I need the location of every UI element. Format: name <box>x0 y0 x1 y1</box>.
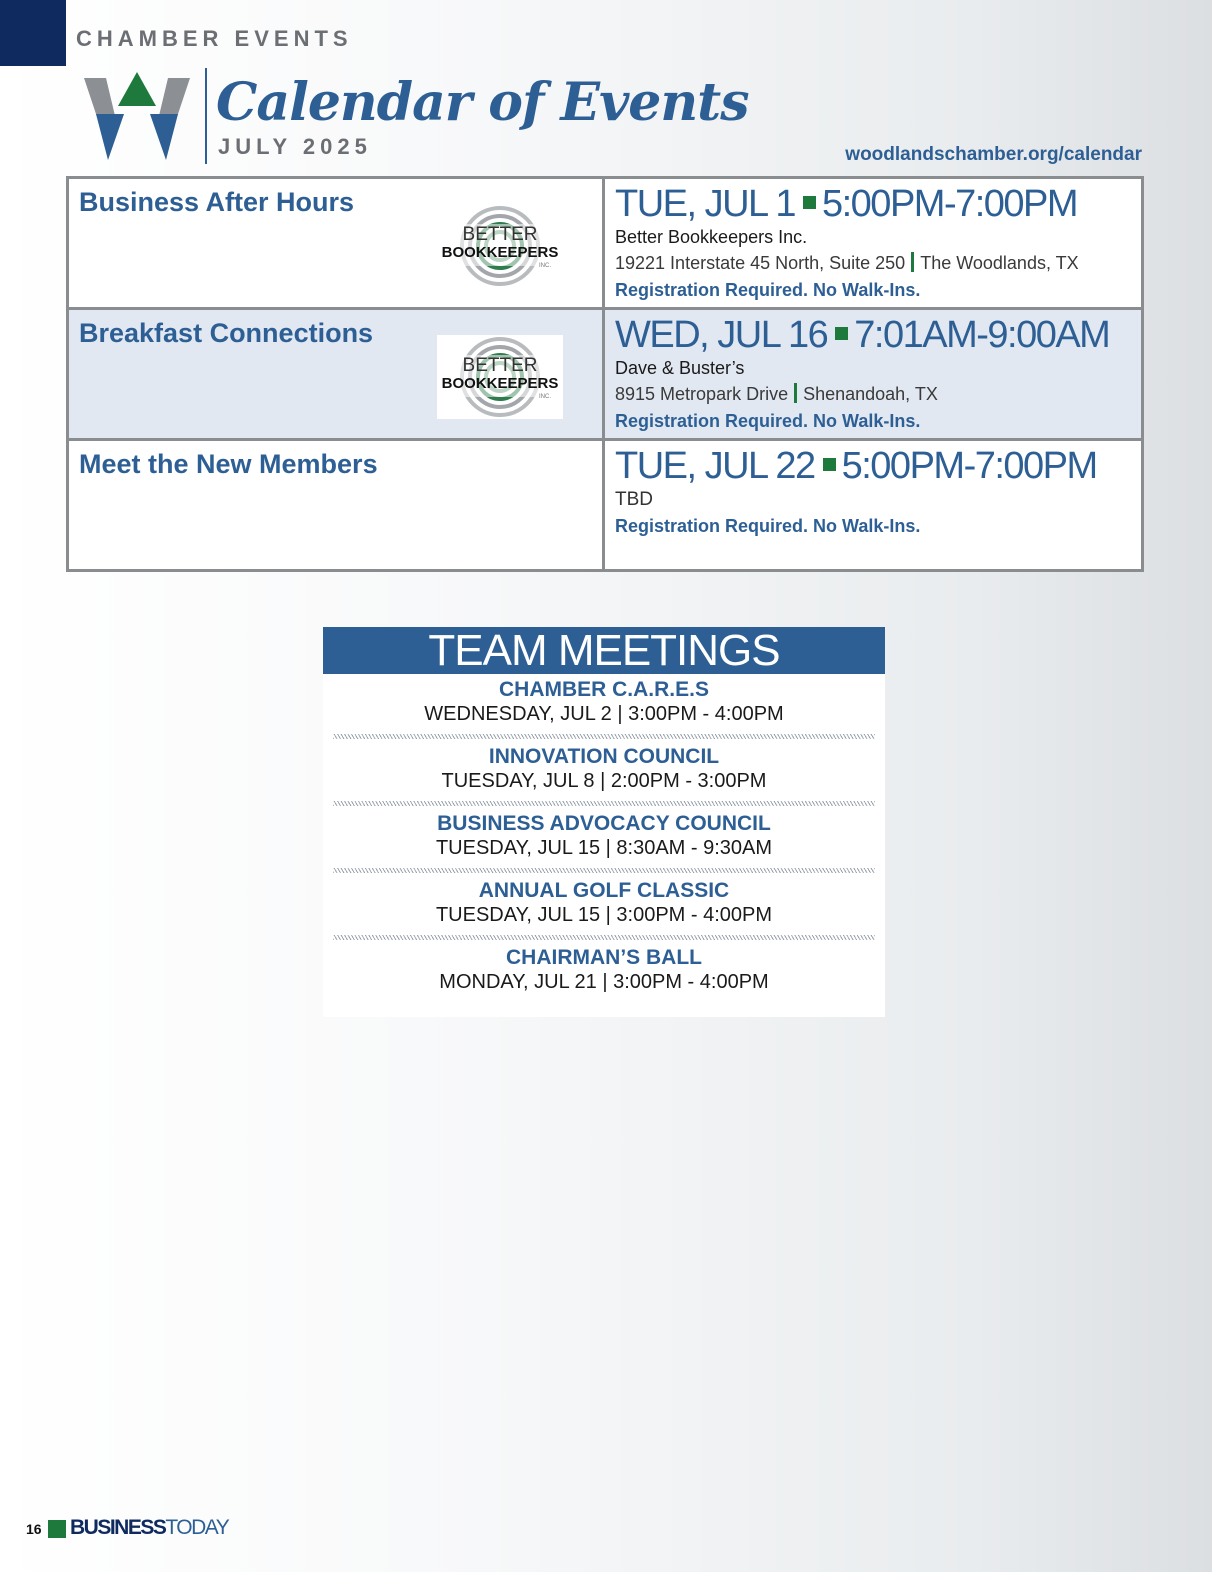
event-day: TUE, JUL 1 <box>615 183 795 225</box>
event-day: WED, JUL 16 <box>615 314 828 356</box>
team-meeting-name: CHAIRMAN’S BALL <box>506 946 702 969</box>
sponsor-logo <box>437 204 563 288</box>
event-host: TBD <box>615 489 653 510</box>
event-city: The Woodlands, TX <box>920 253 1079 273</box>
event-name-cell <box>68 178 604 309</box>
svg-text:BOOKKEEPERS: BOOKKEEPERS <box>441 244 559 261</box>
events-table <box>66 176 1144 572</box>
event-detail-cell <box>604 178 1143 309</box>
event-row <box>68 440 1143 571</box>
team-meetings-panel <box>323 627 885 1017</box>
svg-text:BOOKKEEPERS: BOOKKEEPERS <box>441 375 559 392</box>
team-meeting-item <box>323 812 885 860</box>
event-time: 7:01AM-9:00AM <box>854 314 1110 356</box>
event-street: 19221 Interstate 45 North, Suite 250 <box>615 253 906 273</box>
team-meeting-time: WEDNESDAY, JUL 2 | 3:00PM - 4:00PM <box>424 703 784 725</box>
event-row <box>68 178 1143 309</box>
green-square-icon <box>48 1520 66 1538</box>
brand-bold: BUSINESS <box>70 1516 166 1539</box>
event-detail-cell <box>604 309 1143 440</box>
brand-light: TODAY <box>165 1516 229 1539</box>
svg-text:BETTER: BETTER <box>462 355 538 376</box>
event-name-cell <box>68 309 604 440</box>
corner-block <box>0 0 66 66</box>
svg-text:INC.: INC. <box>539 394 551 400</box>
event-datetime <box>615 183 1077 226</box>
event-city: Shenandoah, TX <box>803 384 938 404</box>
svg-text:INC.: INC. <box>539 263 551 269</box>
title-divider <box>205 68 207 164</box>
event-registration: Registration Required. No Walk-Ins. <box>615 280 921 300</box>
svg-text:BETTER: BETTER <box>462 224 538 245</box>
event-name[interactable]: Meet the New Members <box>79 449 378 479</box>
calendar-month: JULY 2025 <box>218 134 372 159</box>
event-host: Dave & Buster’s <box>615 358 745 378</box>
page-number: 16 <box>26 1521 42 1537</box>
team-meeting-time: TUESDAY, JUL 15 | 3:00PM - 4:00PM <box>435 904 773 926</box>
event-datetime <box>615 445 1097 488</box>
event-address <box>615 384 938 405</box>
event-name[interactable]: Business After Hours <box>79 187 355 217</box>
team-meeting-item <box>323 879 885 927</box>
team-meeting-time: TUESDAY, JUL 8 | 2:00PM - 3:00PM <box>441 770 767 792</box>
team-meetings-title: TEAM MEETINGS <box>323 627 885 674</box>
event-street: 8915 Metropark Drive <box>615 384 789 404</box>
team-meeting-item <box>323 678 885 726</box>
event-datetime <box>615 314 1109 357</box>
section-label: CHAMBER EVENTS <box>76 26 353 51</box>
team-meeting-name: INNOVATION COUNCIL <box>488 745 720 768</box>
event-registration: Registration Required. No Walk-Ins. <box>615 516 921 536</box>
divider-bar-icon <box>911 252 914 272</box>
calendar-title: Calendar of Events <box>216 72 749 133</box>
event-name-cell <box>68 440 604 571</box>
team-meeting-name: CHAMBER C.A.R.E.S <box>498 678 709 701</box>
calendar-url-link[interactable]: woodlandschamber.org/calendar <box>845 144 1142 165</box>
event-name[interactable]: Breakfast Connections <box>79 318 374 348</box>
dotted-divider <box>333 734 875 739</box>
event-host: Better Bookkeepers Inc. <box>615 227 808 247</box>
divider-bar-icon <box>794 383 797 403</box>
event-time: 5:00PM-7:00PM <box>841 445 1097 487</box>
event-address <box>615 253 1079 274</box>
team-meeting-name: BUSINESS ADVOCACY COUNCIL <box>437 812 771 835</box>
square-bullet-icon <box>823 458 836 471</box>
team-meeting-item <box>323 745 885 793</box>
event-row <box>68 309 1143 440</box>
team-meeting-name: ANNUAL GOLF CLASSIC <box>478 879 730 902</box>
team-meeting-item <box>323 946 885 994</box>
team-meeting-time: TUESDAY, JUL 15 | 8:30AM - 9:30AM <box>435 837 773 859</box>
publication-brand <box>70 1516 228 1540</box>
event-day: TUE, JUL 22 <box>615 445 815 487</box>
event-time: 5:00PM-7:00PM <box>821 183 1078 225</box>
square-bullet-icon <box>803 196 816 209</box>
chamber-w-logo <box>84 70 190 164</box>
dotted-divider <box>333 935 875 940</box>
event-registration: Registration Required. No Walk-Ins. <box>615 411 921 431</box>
square-bullet-icon <box>835 327 848 340</box>
sponsor-logo <box>437 335 563 419</box>
dotted-divider <box>333 801 875 806</box>
event-detail-cell <box>604 440 1143 571</box>
team-meeting-time: MONDAY, JUL 21 | 3:00PM - 4:00PM <box>439 971 769 993</box>
dotted-divider <box>333 868 875 873</box>
